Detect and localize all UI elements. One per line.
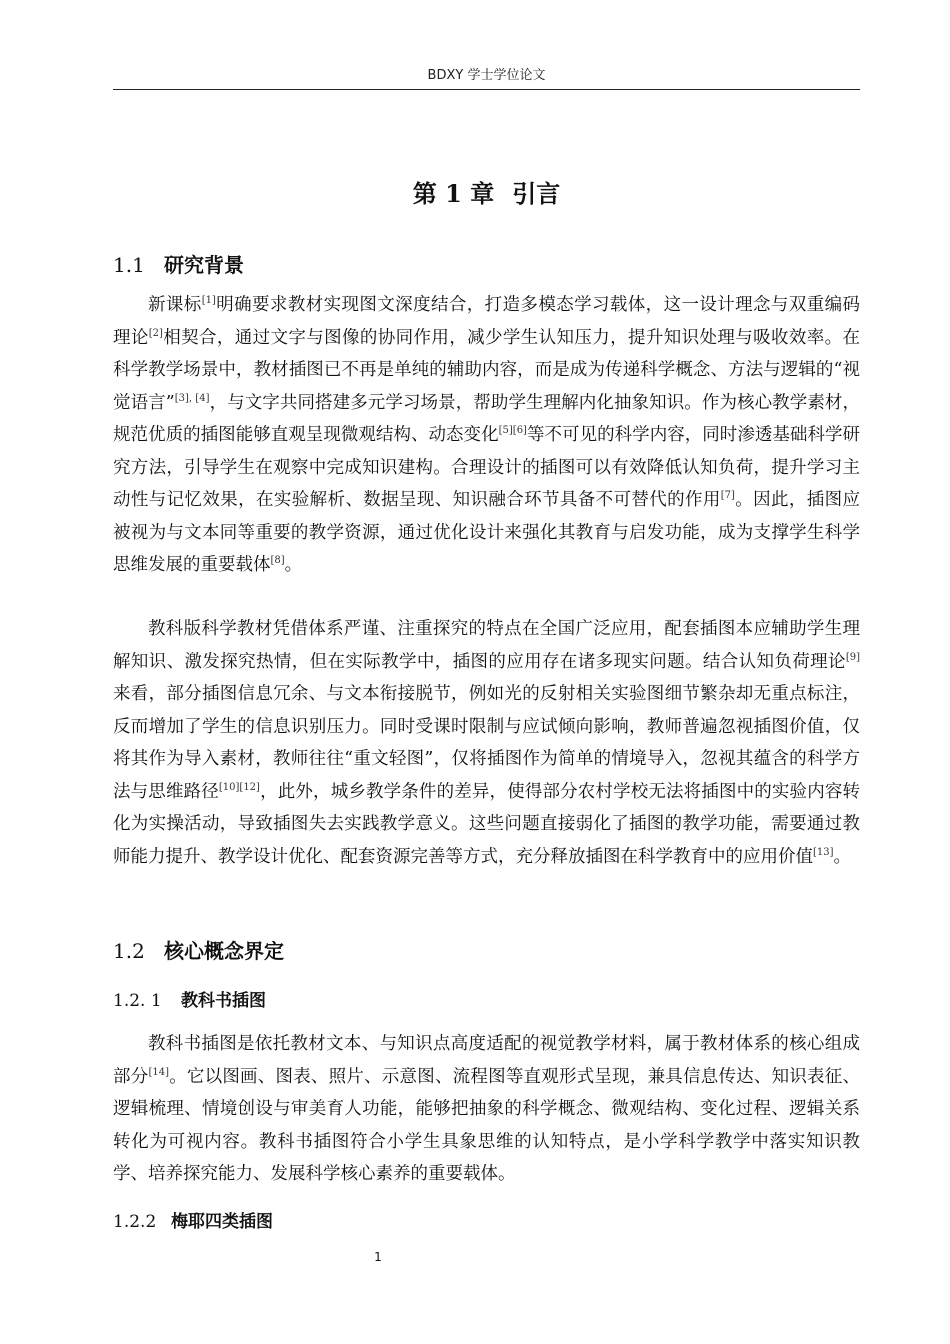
section-heading-1-1 (113, 249, 244, 281)
subsection-title: 梅耶四类插图 (171, 1212, 273, 1232)
body-text: 。因此，插图应被视为与文本同等重要的教学资源，通过优化设计来强化其教育与启发功能，成为支撑学生科学思维发展的重要载体 (113, 490, 861, 575)
body-text: 。 (284, 555, 303, 575)
citation-ref: [10] (218, 781, 240, 793)
body-text: 。它以图画、图表、照片、示意图、流程图等直观形式呈现，兼具信息传达、知识表征、逻辑梳理、情境创设与审美育人功能，能够把抽象的科学概念、微观结构、变化过程、逻辑关系转化为可视内容。教科书插图符合小学生具象思维的认知特点，是小学科学教学中落实知识教学、培养探究能力、发展科学核心素养的重要载体。 (113, 1066, 860, 1184)
subsection-number: 1.2.2 (113, 1212, 157, 1232)
citation-ref: [9] (845, 651, 860, 663)
section-title: 核心概念界定 (164, 939, 284, 963)
citation-ref: [3], [4] (174, 392, 210, 404)
body-text: 。 (833, 846, 852, 867)
body-text: 教科书插图是依托教材文本、与知识点高度适配的视觉教学材料，属于教材体系的核心组成部分 (113, 1034, 860, 1087)
section-title: 研究背景 (164, 253, 244, 277)
body-text: ，此外，城乡教学条件的差异，使得部分农村学校无法将插图中的实验内容转化为实操活动，导致插图失去实践教学意义。这些问题直接弱化了插图的教学功能，需要通过教师能力提升、教学设计优化、配套资源完善等方式，充分释放插图在科学教育中的应用价值 (113, 781, 860, 867)
citation-ref: [12] (239, 781, 260, 793)
chapter-name: 引言 (512, 179, 561, 208)
body-text: 来看，部分插图信息冗余、与文本衔接脱节，例如光的反射相关实验图细节繁杂却无重点标注，反而增加了学生的信息识别压力。同时受课时限制与应试倾向影响，教师普遍忽视插图价值，仅将其作为导入素材，教师往往“重文轻图”，仅将插图作为简单的情境导入，忽视其蕴含的科学方法与思维路径 (113, 684, 860, 802)
section-number: 1.2 (113, 939, 145, 963)
citation-ref: [6] (512, 425, 527, 436)
header-rule (113, 89, 860, 90)
chapter-title (113, 174, 860, 214)
citation-ref: [1] (201, 295, 216, 306)
page-number: 1 (374, 1250, 382, 1264)
citation-ref: [14] (148, 1066, 169, 1078)
body-text: 明确要求教材实现图文深度结合，打造多模态学习载体，这一设计理念与双重编码理论 (113, 295, 861, 348)
body-text: 等不可见的科学内容，同时渗透基础科学研究方法，引导学生在观察中完成知识建构。合理设计的插图可以有效降低认知负荷，提升学习主动性与记忆效果，在实验解析、数据呈现、知识融合环节具备不可替代的作用 (113, 425, 861, 510)
body-text: ，与文字共同搭建多元学习场景，帮助学生理解内化抽象知识。作为核心教学素材，规范优质的插图能够直观呈现微观结构、动态变化 (113, 392, 861, 445)
citation-ref: [8] (270, 555, 285, 566)
chapter-number: 第 1 章 (412, 179, 495, 208)
citation-ref: [5] (498, 425, 513, 436)
section-heading-1-2 (113, 935, 284, 967)
body-text: 新课标 (148, 295, 202, 315)
subsection-heading-1-2-1 (113, 987, 266, 1015)
subsection-heading-1-2-2 (113, 1208, 273, 1236)
citation-ref: [7] (720, 490, 735, 501)
subsection-number: 1.2. 1 (113, 991, 162, 1011)
section-number: 1.1 (113, 253, 145, 277)
citation-ref: [13] (813, 846, 834, 858)
citation-ref: [2] (148, 327, 163, 339)
paragraph-1-1-1 (113, 289, 860, 582)
body-text: 相契合，通过文字与图像的协同作用，减少学生认知压力，提升知识处理与吸收效率。在科学教学场景中，教材插图已不再是单纯的辅助内容，而是成为传递科学概念、方法与逻辑的“视觉语言” (113, 327, 860, 413)
subsection-title: 教科书插图 (181, 991, 266, 1011)
paragraph-1-1-2 (113, 613, 860, 873)
paragraph-1-2-1 (113, 1028, 860, 1191)
body-text: 教科版科学教材凭借体系严谨、注重探究的特点在全国广泛应用，配套插图本应辅助学生理解知识、激发探究热情，但在实际教学中，插图的应用存在诸多现实问题。结合认知负荷理论 (113, 619, 860, 672)
running-header: BDXY 学士学位论文 (427, 68, 546, 83)
